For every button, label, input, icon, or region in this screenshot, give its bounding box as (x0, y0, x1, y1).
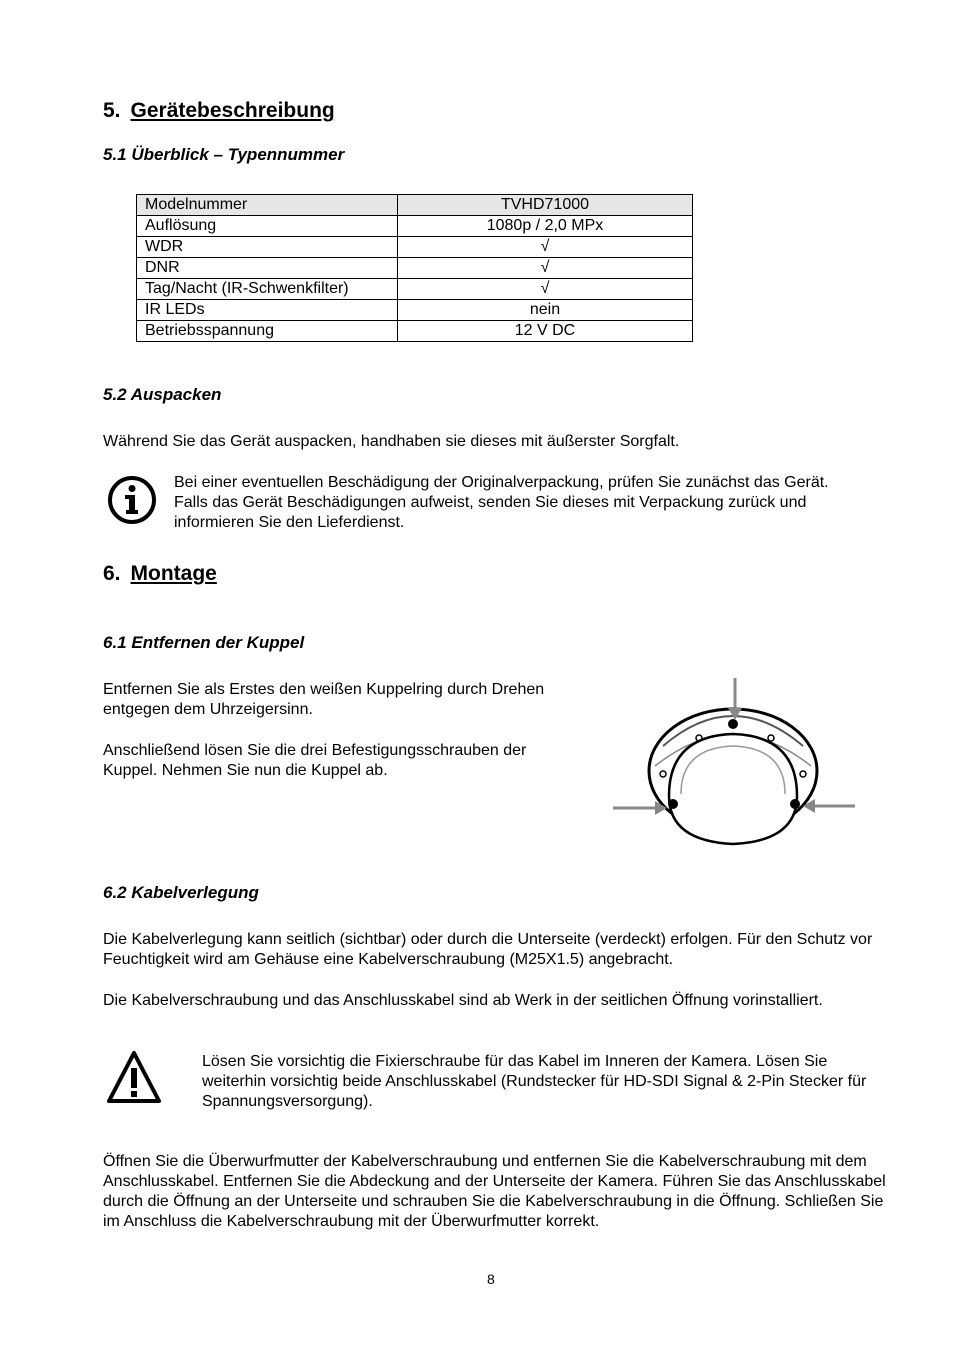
unpack-paragraph: Während Sie das Gerät auspacken, handhaben sie dieses mit äußerster Sorgfalt. (103, 433, 680, 450)
spec-row (137, 279, 693, 300)
cable-paragraph-1: Die Kabelverlegung kann seitlich (sichtbar) oder durch die Unterseite (verdeckt) erfolgen. Für den Schutz vor Feuchtigkeit wird am Gehäuse eine Kabelverschraubung (M25X1.5) angebracht. (103, 931, 873, 968)
cable-paragraph-2: Die Kabelverschraubung und das Anschlusskabel sind ab Werk in der seitlichen Öffnung vorinstalliert. (103, 992, 823, 1009)
spec-key: IR LEDs (137, 300, 398, 321)
section-6-1-heading: 6.1 Entfernen der Kuppel (103, 633, 305, 652)
spec-key: Betriebsspannung (137, 321, 398, 342)
spec-value: √ (398, 279, 693, 300)
spec-row (137, 216, 693, 237)
spec-value: √ (398, 258, 693, 279)
cable-paragraph-3: Öffnen Sie die Überwurfmutter der Kabelverschraubung und entfernen Sie die Kabelverschraubung mit dem Anschlusskabel. Entfernen Sie die Abdeckung and der Unterseite der Kamera. Führen Sie das Anschlusskabel durch die Öffnung an der Unterseite und schrauben Sie die Kabelverschraubung in die Öffnung. Schließen Sie im Anschluss die Kabelverschraubung mit der Überwurfmutter korrekt. (103, 1153, 886, 1230)
section-5-heading: 5. Gerätebeschreibung (103, 99, 335, 122)
spec-key: WDR (137, 237, 398, 258)
spec-key: Modelnummer (137, 195, 398, 216)
spec-key: Auflösung (137, 216, 398, 237)
section-5-2-heading: 5.2 Auspacken (103, 385, 222, 404)
spec-row (137, 237, 693, 258)
dome-removal-paragraph-2: Anschließend lösen Sie die drei Befestigungsschrauben der Kuppel. Nehmen Sie nun die Kuppel ab. (103, 742, 527, 779)
section-6-heading: 6. Montage (103, 562, 217, 585)
spec-value: 12 V DC (398, 321, 693, 342)
page-number: 8 (487, 1271, 495, 1287)
spec-key: DNR (137, 258, 398, 279)
dome-camera-illustration (611, 676, 861, 848)
section-6-2-heading: 6.2 Kabelverlegung (103, 883, 259, 902)
spec-row (137, 258, 693, 279)
spec-row (137, 321, 693, 342)
info-icon (106, 474, 158, 526)
cable-warning-text: Lösen Sie vorsichtig die Fixierschraube für das Kabel im Inneren der Kamera. Lösen Sie weiterhin vorsichtig beide Anschlusskabel (Rundstecker für HD-SDI Signal & 2-Pin Stecker für Spannungsversorgung). (202, 1053, 867, 1110)
spec-value: √ (398, 237, 693, 258)
section-5-1-heading: 5.1 Überblick – Typennummer (103, 145, 345, 164)
spec-table (136, 194, 693, 342)
spec-value: 1080p / 2,0 MPx (398, 216, 693, 237)
warning-icon (106, 1050, 162, 1104)
spec-value: TVHD71000 (398, 195, 693, 216)
dome-removal-paragraph-1: Entfernen Sie als Erstes den weißen Kuppelring durch Drehen entgegen dem Uhrzeigersinn. (103, 681, 545, 718)
spec-row (137, 300, 693, 321)
spec-value: nein (398, 300, 693, 321)
spec-key: Tag/Nacht (IR-Schwenkfilter) (137, 279, 398, 300)
unpack-note: Bei einer eventuellen Beschädigung der Originalverpackung, prüfen Sie zunächst das Gerät. Falls das Gerät Beschädigungen aufweist, senden Sie dieses mit Verpackung zurück und informieren Sie den Lieferdienst. (174, 474, 829, 531)
spec-row (137, 195, 693, 216)
